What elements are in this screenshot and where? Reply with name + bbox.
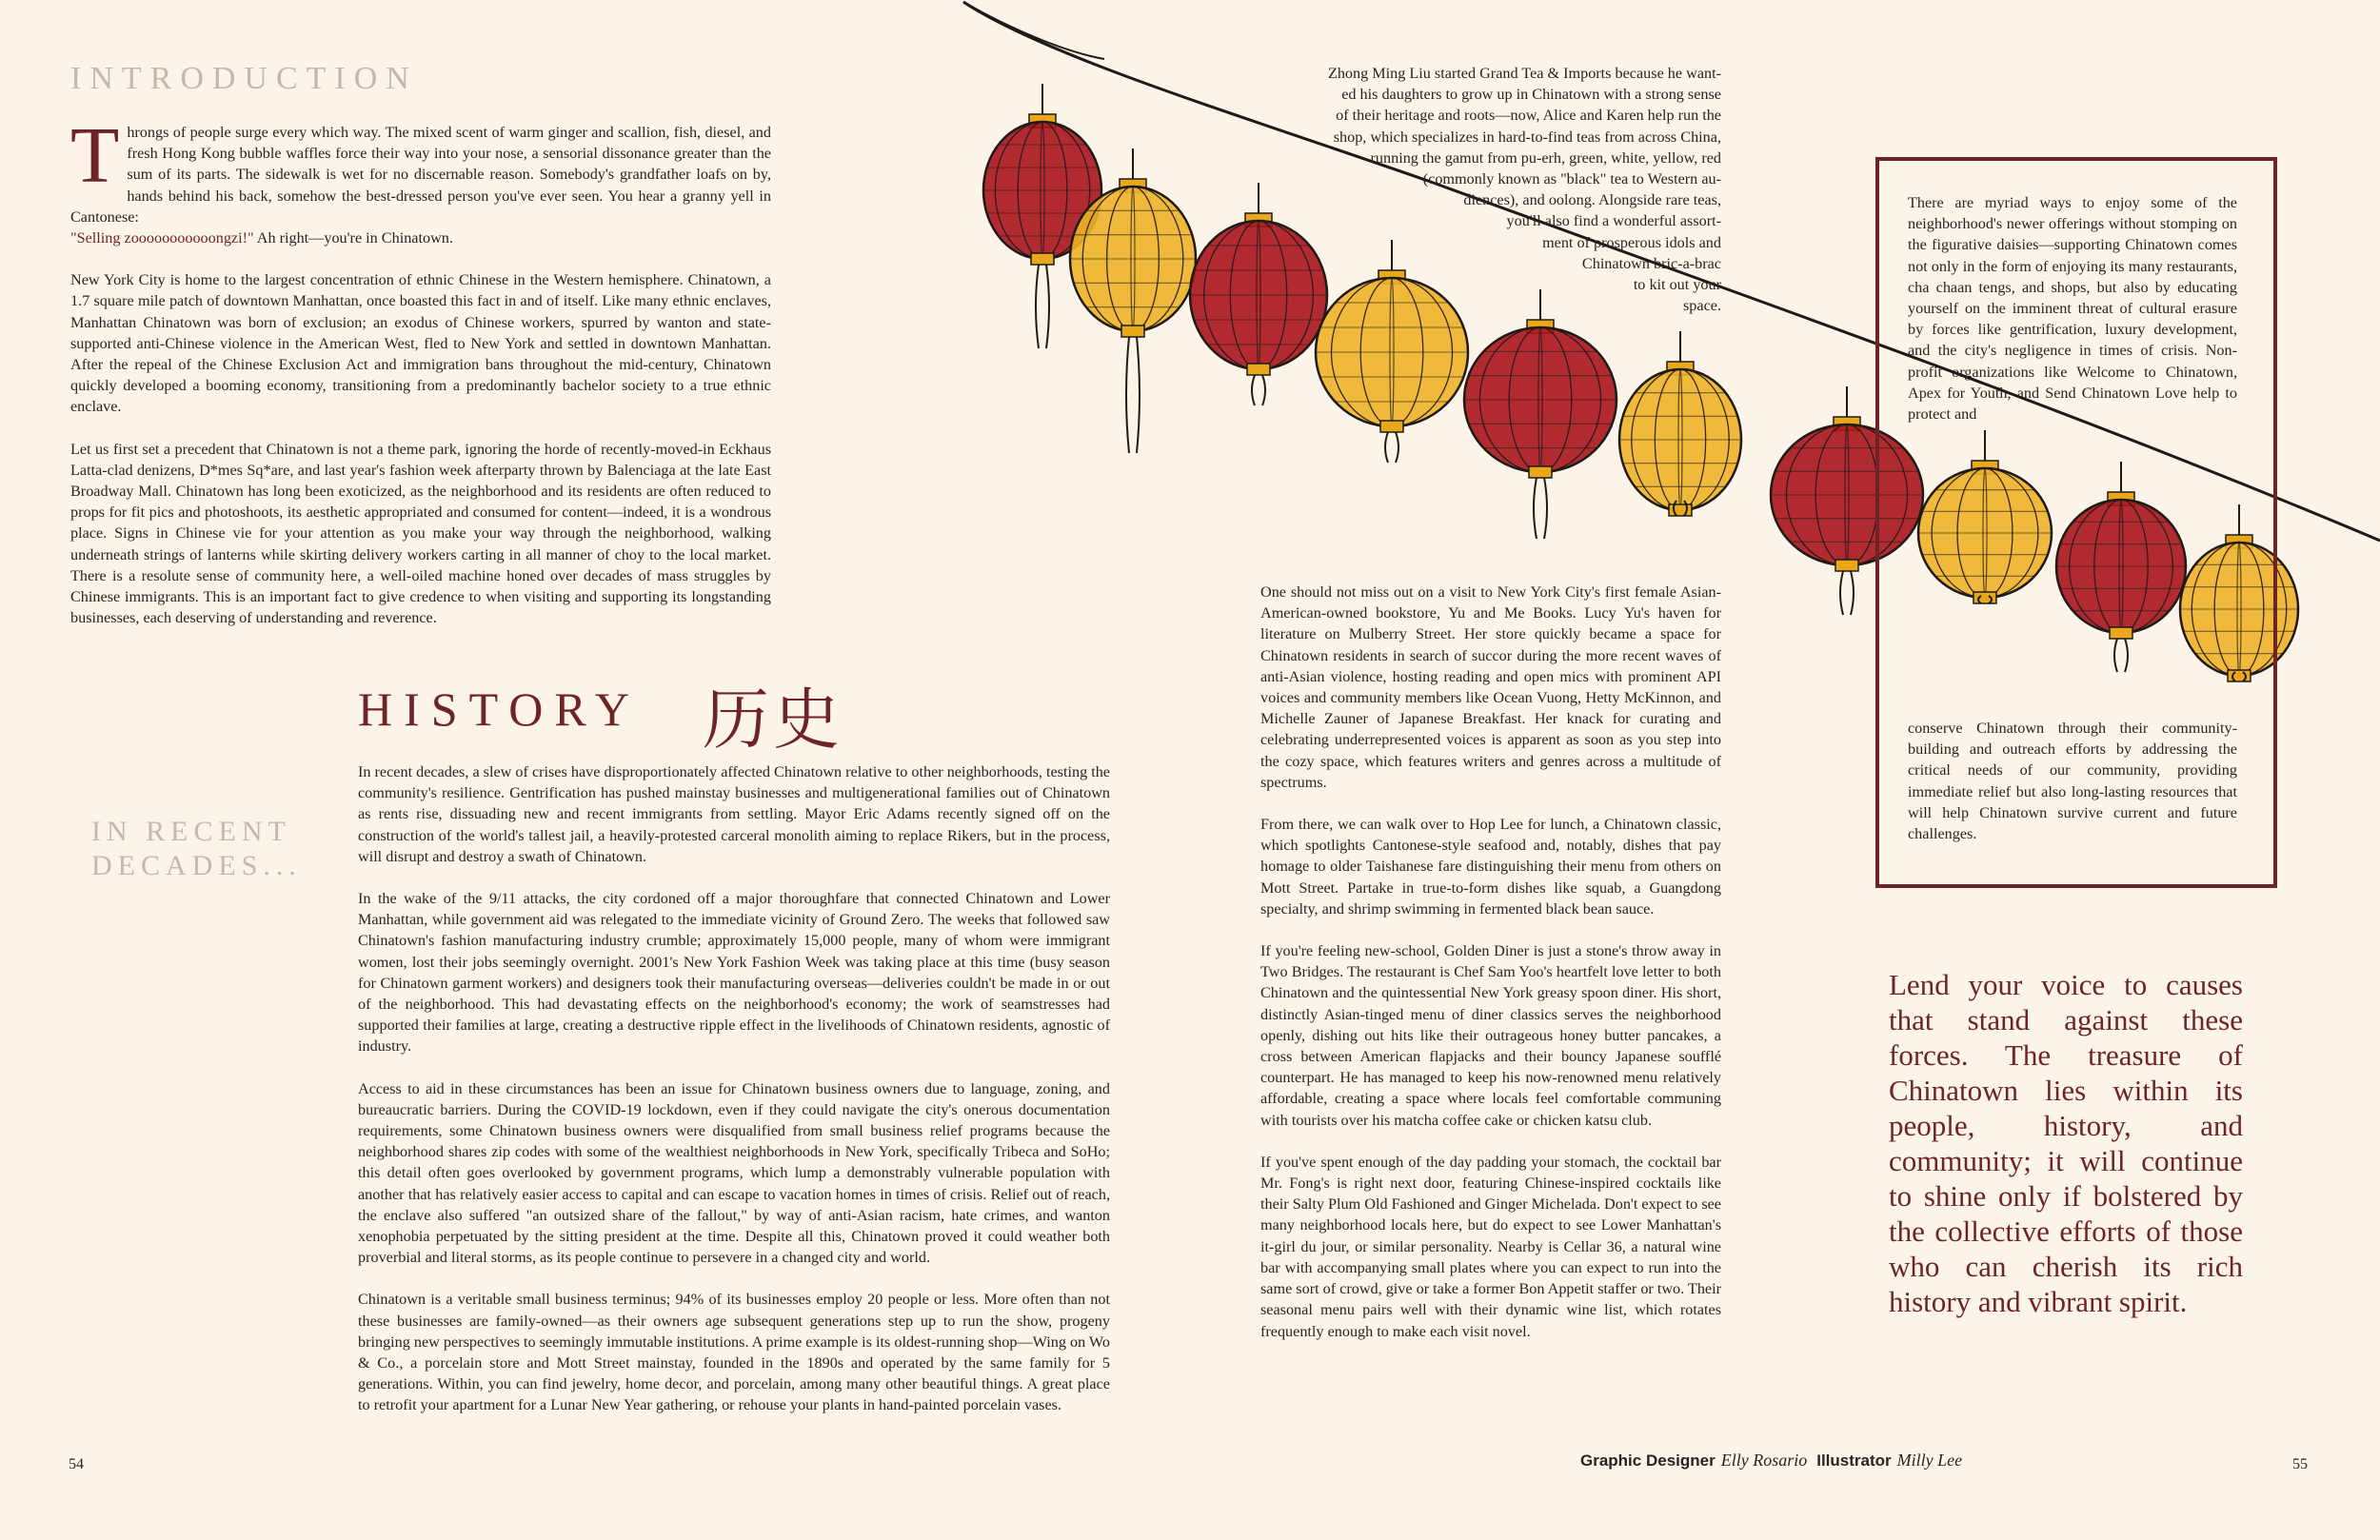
credits xyxy=(1580,1451,1972,1471)
lantern xyxy=(983,84,1101,348)
intro-paragraph-2: New York City is home to the largest concentration of ethnic Chinese in the Western hemisphere. Chinatown, a 1.7 square mile patch of downtown Manhattan, once boasted this fact in and of itself. Like many ethnic enclaves, Manhattan Chinatown was born of exclusion; an exodus of Chinese workers, spurred by wanton and state-supported anti-Chinese violence in the American West, fled to New York and settled in downtown Manhattan. After the repeal of the Chinese Exclusion Act and immigration bans throughout the mid-century, Chinatown quickly developed a booming economy, transitioning from a predominantly bachelor society to a true ethnic enclave. xyxy=(70,271,771,416)
lantern xyxy=(1070,148,1196,453)
illustrator-name: Milly Lee xyxy=(1896,1451,1963,1470)
intro-quote: "Selling zooooooooooongzi!" xyxy=(70,229,254,247)
pull-quote: Lend your voice to causes that stand against these forces. The treasure of Chinatown lies within its people, history, and community; it will continue to shine only if bolstered by the collective efforts of those who can cherish its rich history and vibrant spirit. xyxy=(1889,968,2243,1318)
intro-column xyxy=(70,111,771,649)
lantern-string-tail xyxy=(963,2,1104,59)
designer-role: Graphic Designer xyxy=(1580,1451,1716,1470)
middle-paragraph: From there, we can walk over to Hop Lee for lunch, a Chinatown classic, which spotlights Cantonese-style seafood and, notably, dishes that pay homage to older Taishanese fare distinguishing their menu from others on Mott Street. Partake in true-to-form dishes like squab, a Guangdong specialty, and shrimp swimming in fermented black bean sauce. xyxy=(1260,816,1721,918)
middle-column xyxy=(1260,582,1721,1363)
lantern xyxy=(1464,289,1616,539)
intro-paragraph-3: Let us first set a precedent that Chinatown is not a theme park, ignoring the horde of recently-moved-in Eckhaus Latta-clad denizens, D*mes Sq*are, and last year's fashion week afterparty thrown by Balenciaga at the late East Broadway Mall. Chinatown has long been exoticized, as the neighborhood and its residents are often reduced to props for fit pics and photoshoots, its aesthetic appropriated and consumed for content—indeed, it is a wondrous place. Signs in Chinese vie for your attention as you make your way through the neighborhood, walking underneath strings of lanterns while skirting delivery workers carting in all manner of choy to the local market. There is a resolute sense of community here, a well-oiled machine honed over decades of mass struggles by Chinese immigrants. This is an important fact to give credence to when visiting and supporting its longstanding businesses, each deserving of understanding and reverence. xyxy=(70,440,771,627)
middle-paragraph: One should not miss out on a visit to New York City's first female Asian-American-owned bookstore, Yu and Me Books. Lucy Yu's haven for literature on Mulberry Street. Her store quickly became a space for Chinatown residents in search of succor during the more recent waves of anti-Asian violence, hosting reading and open mics with prominent API voices and community members like Ocean Vuong, Hetty McKinnon, and Michelle Zauner of Japanese Breakfast. Her knack for curating and celebrating underrepresented voices is apparent as soon as you step into the cozy space, which features writers and genres across a multitude of spectrums. xyxy=(1260,583,1721,791)
history-column xyxy=(358,761,1110,1437)
history-paragraph: In recent decades, a slew of crises have disproportionately affected Chinatown relative to other neighborhoods, testing the community's resilience. Gentrification has pushed mainstay businesses and multigenerational families out of Chinatown as rents rise, dissuading new and recent immigrants from settling. Mayor Eric Adams recently signed off on the construction of the world's tallest jail, a heavily-protested carceral monolith aiming to replace Rikers, but in the process, will disrupt and destroy a swath of Chinatown. xyxy=(358,763,1110,865)
history-paragraph: Access to aid in these circumstances has been an issue for Chinatown business owners due to language, zoning, and bureaucratic barriers. During the COVID-19 lockdown, even if they could navigate the city's onerous documentation requirements, some Chinatown business owners were disqualified from small business relief programs because the neighborhood shares zip codes with some of the wealthiest neighborhoods in New York, specifically Tribeca and SoHo; this detail often goes overlooked by government programs, which lump a demonstrably vulnerable population with another that has relatively easier access to capital and can escape to vacation homes in times of crisis. Relief out of reach, the enclave also suffered "an outsized share of the fallout," by way of anti-Asian racism, hate crimes, and wanton xenophobia perpetuated by the sitting president at the time. Despite all this, Chinatown proved it could weather both proverbial and literal storms, as its people continue to persevere in a changed city and world. xyxy=(358,1079,1110,1267)
sidebar-box-text-top: There are myriad ways to enjoy some of the neighborhood's newer offerings without stomping on the figurative daisies—supporting Chinatown comes not only in the form of enjoying its many restaurants, cha chaan tengs, and shops, but also by educating yourself on the imminent threat of cultural erasure by forces like gentrification, luxury development, and the city's negligence in times of crisis. Non-profit organizations like Welcome to Chinatown, Apex for Youth, and Send Chinatown Love help to protect and xyxy=(1908,194,2237,424)
history-paragraph: Chinatown is a veritable small business terminus; 94% of its businesses employ 20 people or less. More often than not these businesses are family-owned—as their owners age subsequent generations step up to run the show, progeny bringing new perspectives to seemingly immutable institutions. A prime example is its oldest-running shop—Wing on Wo & Co., a porcelain store and Mott Street mainstay, founded in the 1890s and operated by the same family for 5 generations. Within, you can find jewelry, home decor, and porcelain, among many other beautiful things. A great place to retrofit your apartment for a Lunar New Year gathering, or rehouse your plants in hand-painted porcelain vases. xyxy=(358,1291,1110,1414)
drop-cap: T xyxy=(70,111,120,200)
designer-name: Elly Rosario xyxy=(1720,1451,1808,1470)
lantern xyxy=(1619,331,1741,516)
page-number-right: 55 xyxy=(2292,1456,2308,1472)
side-heading: IN RECENT DECADES... xyxy=(91,816,302,881)
middle-paragraph: If you've spent enough of the day padding your stomach, the cocktail bar Mr. Fong's is right next door, featuring Chinese-inspired cocktails like their Salty Plum Old Fashioned and Ginger Michelada. Don't expect to see many neighborhood locals here, but do expect to see Lower Manhattan's it-girl du jour, or similar personality. Nearby is Cellar 36, a natural wine bar with accompanying small plates where you can expect to run into the same sort of crowd, give or take a former Bon Appetit staffer or two. Their seasonal menu pairs well with their dynamic wine list, which rotates frequently enough to make each visit novel. xyxy=(1260,1153,1721,1340)
intro-paragraph-1: Throngs of people surge every which way. The mixed scent of warm ginger and scallion, fish, diesel, and fresh Hong Kong bubble waffles force their way into your nose, a sensorial dissonance greater than the sum of its parts. The sidewalk is wet for no discernable reason. Somebody's grandfather loafs on by, hands behind his back, somehow the best-dressed person you've ever seen. You hear a granny yell in Cantonese: "Selling zooooooooooongzi!" Ah right—you're in Chinatown. xyxy=(70,111,771,247)
history-paragraph: In the wake of the 9/11 attacks, the city cordoned off a major thoroughfare that connected Chinatown and Lower Manhattan, while government aid was relegated to the immediate vicinity of Ground Zero. The weeks that followed saw Chinatown's fashion manufacturing industry crumble; approximately 15,000 people, many of whom were immigrant women, lost their jobs seemingly overnight. 2001's New York Fashion Week was taking place at this time (busy season for Chinatown garment workers) and designers took their manufacturing overseas—deliveries couldn't be made in or out of the neighborhood. This had devastating effects on the neighborhood's economy; the work of seamstresses had supported their families at large, creating a destructive ripple effect in the livelihoods of Chinatown residents, agnostic of industry. xyxy=(358,890,1110,1056)
page-number-left: 54 xyxy=(69,1456,84,1472)
intro-heading: INTRODUCTION xyxy=(70,61,418,96)
history-heading: HISTORY xyxy=(358,682,642,736)
history-heading-chinese: 历史 xyxy=(703,681,843,759)
illustrator-role: Illustrator xyxy=(1816,1451,1892,1470)
middle-paragraph: If you're feeling new-school, Golden Diner is just a stone's throw away in Two Bridges. The restaurant is Chef Sam Yoo's heartfelt love letter to both Chinatown and the quintessential New York greasy spoon diner. His short, distinctly Asian-tinged menu of diner classics serves the neighborhood openly, dishing out hits like their outrageous honey butter pancakes, a cross between American flapjacks and their bouncy Japanese soufflé counterpart. He has managed to keep his now-renowned menu relatively affordable, creating a space where locals feel comfortable communing with tourists over his matcha coffee cake or chicken katsu club. xyxy=(1260,942,1721,1129)
sidebar-box-text-bottom: conserve Chinatown through their community-building and outreach efforts by addressing the critical needs of our community, providing immediate relief but also long-lasting resources that will help Chinatown survive current and future challenges. xyxy=(1908,720,2237,843)
grand-tea-paragraph: Zhong Ming Liu started Grand Tea & Imports because he want- ed his daughters to grow up in Chinatown with a strong sense of their heritage and roots—now, Alice and Karen help run the shop, which specializes in hard-to-find teas from across China, running the gamut from pu-erh, green, white, yellow, red (commonly known as "black" tea to Western au- diences), and oolong. Alongside rare teas, you'll also find a wonderful assort- ment of prosperous idols and Chinatown bric-a-brac to kit out your space. xyxy=(1327,65,1721,315)
